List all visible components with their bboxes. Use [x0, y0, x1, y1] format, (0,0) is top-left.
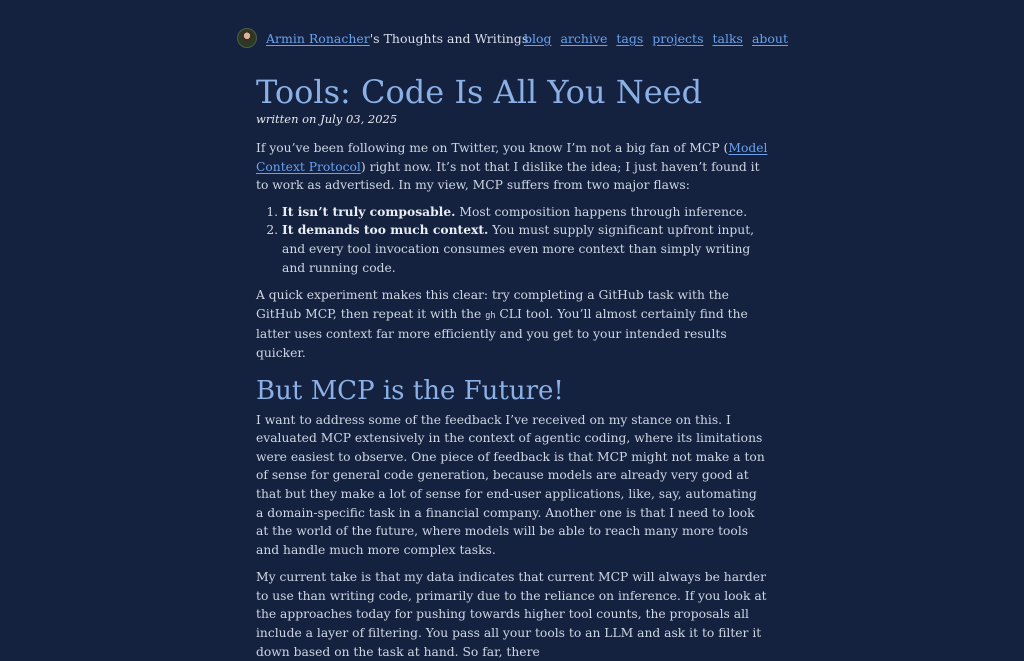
intro-text-before: If you’ve been following me on Twitter, you know I’m not a big fan of MCP ( [256, 141, 729, 155]
site-header [236, 27, 788, 51]
article [256, 74, 768, 661]
current-take-paragraph: My current take is that my data indicates that current MCP will always be harder to use than writing code, primarily due to the reliance on inference. If you look at the approaches today for pushing towards higher tool counts, the proposals all include a layer of filtering. You pass all your tools to an LLM and ask it to filter it down based on the task at hand. So far, there [256, 570, 767, 659]
nav-tags[interactable]: tags [616, 31, 644, 46]
avatar [237, 28, 257, 48]
experiment-text-after: CLI tool. You’ll almost certainly find the latter uses context far more efficiently and you get to your intended results quicker. [256, 306, 748, 360]
flaws-list [256, 203, 768, 277]
nav-archive[interactable]: archive [560, 31, 608, 46]
author-link[interactable]: Armin Ronacher [266, 31, 370, 46]
list-item [282, 203, 768, 222]
nav-talks[interactable]: talks [712, 31, 743, 46]
flaw-1-bold: It isn’t truly composable. [282, 203, 456, 219]
flaw-2-bold: It demands too much context. [282, 222, 489, 238]
list-item [282, 221, 768, 277]
site-title-suffix: 's Thoughts and Writings [369, 31, 529, 46]
main-nav [519, 31, 788, 46]
experiment-text-before: A quick experiment makes this clear: try completing a GitHub task with the GitHub MCP, then repeat it with the [256, 288, 729, 321]
nav-blog[interactable]: blog [523, 31, 552, 46]
flaw-2-text: You must supply significant upfront input, and every tool invocation consumes even more context than simply writing and running code. [282, 223, 755, 275]
section-heading: But MCP is the Future! [256, 375, 564, 406]
article-date: written on July 03, 2025 [256, 112, 398, 126]
flaw-1-text: Most composition happens through inference. [455, 204, 748, 219]
site-title [266, 31, 528, 46]
feedback-paragraph: I want to address some of the feedback I’ve received on my stance on this. I evaluated MCP extensively in the context of agentic coding, where its limitations were easiest to observe. One piece of feedback is that MCP might not make a ton of sense for general code generation, because models are already very good at that but they make a lot of sense for end-user applications, like, say, automating a domain-specific task in a financial company. Another one is that I need to look at the world of the future, where models will be able to reach many more tools and handle much more complex tasks. [256, 412, 765, 557]
intro-paragraph [256, 139, 768, 195]
mcp-link[interactable]: Model Context Protocol [256, 141, 768, 174]
inline-code: gh [485, 310, 496, 321]
article-title: Tools: Code Is All You Need [256, 73, 703, 111]
intro-text-after: ) right now. It’s not that I dislike the idea; I just haven’t found it to work as advertised. In my view, MCP suffers from two major flaws: [256, 159, 760, 193]
experiment-paragraph [256, 286, 768, 362]
nav-about[interactable]: about [751, 31, 788, 46]
nav-projects[interactable]: projects [652, 31, 704, 46]
